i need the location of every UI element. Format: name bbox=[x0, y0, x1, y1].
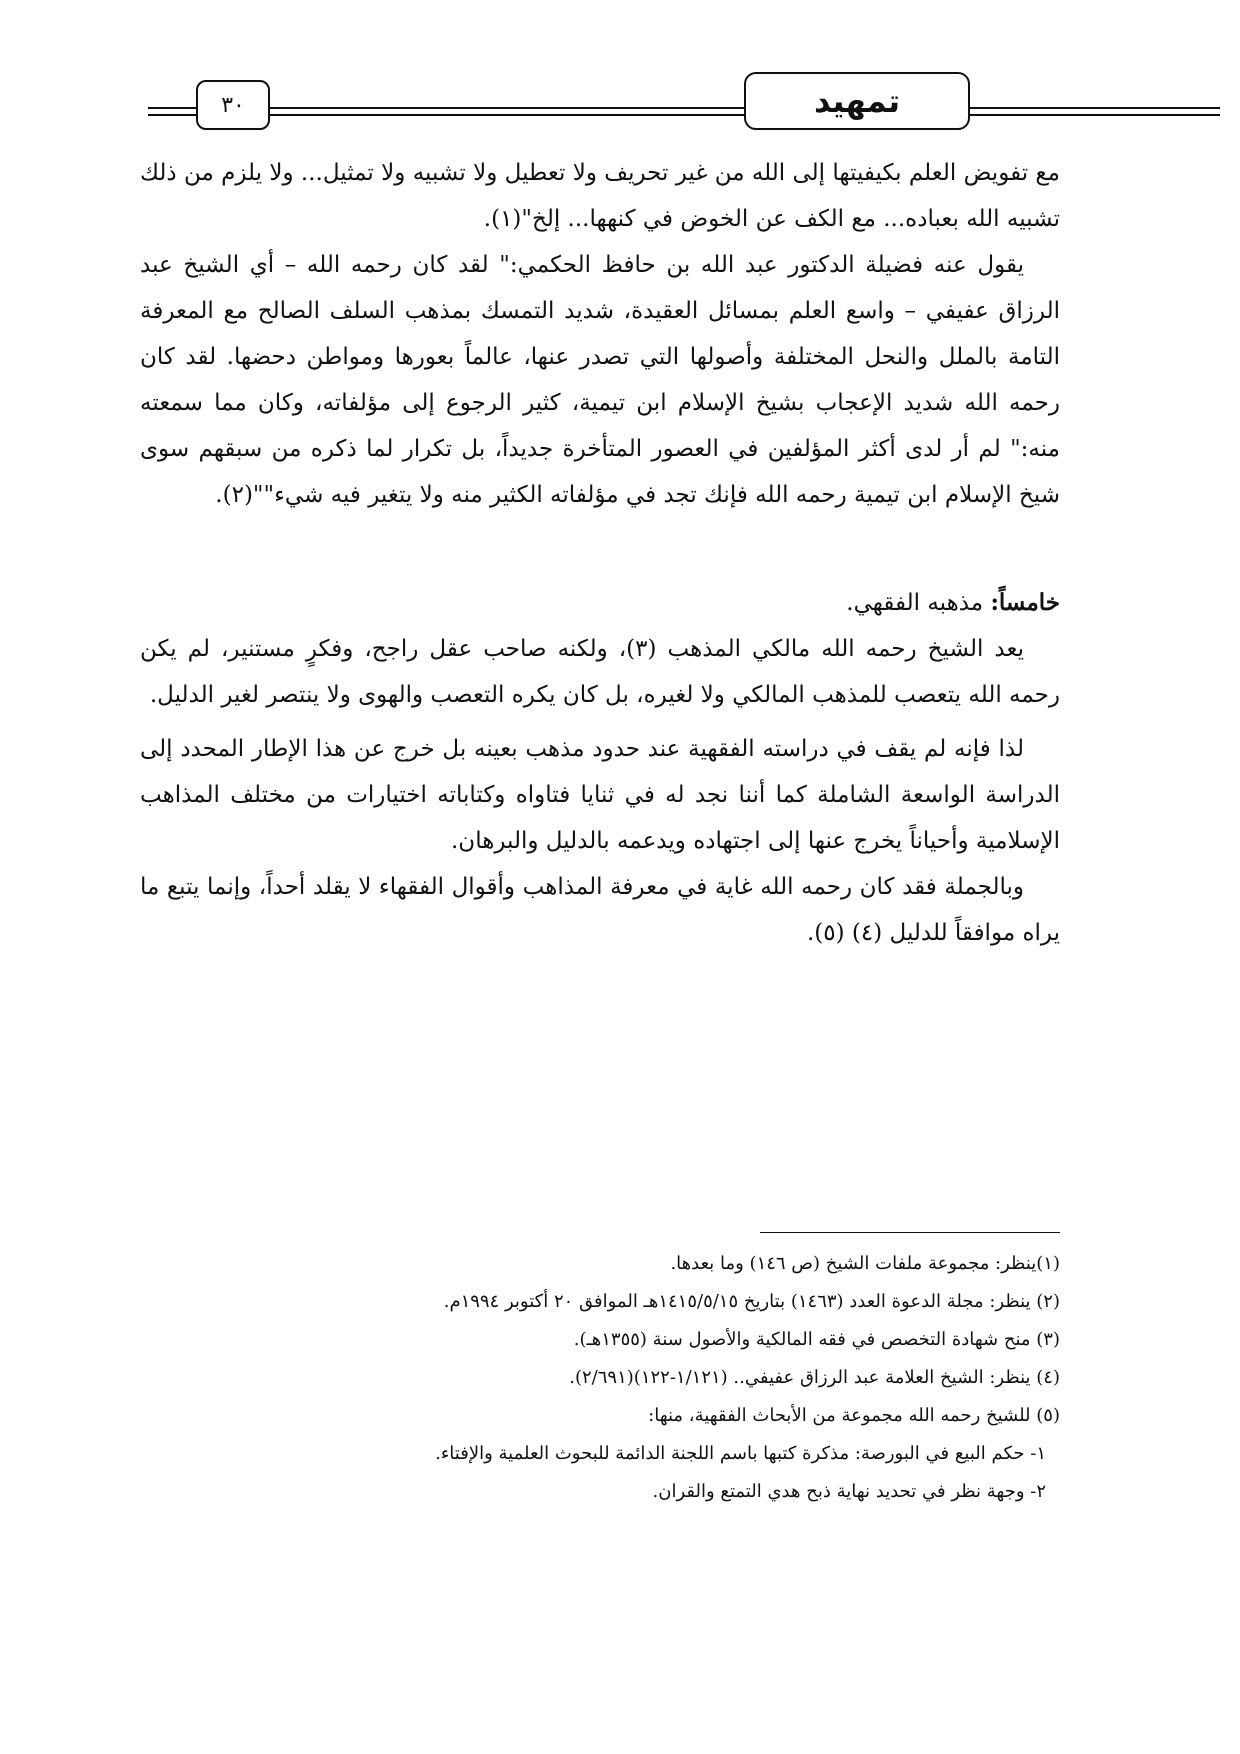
paragraph-fiqh-study: لذا فإنه لم يقف في دراسته الفقهية عند حدود مذهب بعينه بل خرج عن هذا الإطار المحدد إلى الدراسة الواسعة الشاملة كما أننا نجد له في ثنايا فتاواه وكتاباته اختيارات من مختلف المذاهب الإسلامية وأحياناً يخرج عنها إلى اجتهاده ويدعمه بالدليل والبرهان. bbox=[140, 736, 1060, 854]
paragraph-quote: يقول عنه فضيلة الدكتور عبد الله بن حافظ الحكمي:" لقد كان رحمه الله – أي الشيخ عبد الرزاق عفيفي – واسع العلم بمسائل العقيدة، شديد التمسك بمذهب السلف الصالح مع المعرفة التامة بالملل والنحل المختلفة وأصولها التي تصدر عنها، عالماً بعورها ومواطن دحضها. لقد كان رحمه الله شديد الإعجاب بشيخ الإسلام ابن تيمية، كثير الرجوع إلى مؤلفاته، وكان مما سمعته منه:" لم أر لدى أكثر المؤلفين في العصور المتأخرة جديداً، بل تكرار لما ذكره من سبقهم سوى شيخ الإسلام ابن تيمية رحمه الله فإنك تجد في مؤلفاته الكثير منه ولا يتغير فيه شيء""(٢). bbox=[140, 252, 1060, 508]
main-text bbox=[140, 150, 1060, 956]
footnote-5-subitem-1: ١- حكم البيع في البورصة: مذكرة كتبها باسم اللجنة الدائمة للبحوث العلمية والإفتاء. bbox=[435, 1443, 1046, 1464]
footnote-5-subitem-2: ٢- وجهة نظر في تحديد نهاية ذبح هدي التمتع والقران. bbox=[652, 1481, 1046, 1502]
footnotes bbox=[140, 1245, 1060, 1511]
section-title: مذهبه الفقهي. bbox=[846, 590, 984, 616]
chapter-title: تمهيد bbox=[744, 72, 970, 130]
header-rule-right bbox=[970, 107, 1220, 116]
paragraph-summary: وبالجملة فقد كان رحمه الله غاية في معرفة المذاهب وأقوال الفقهاء لا يقلد أحداً، وإنما يتبع ما يراه موافقاً للدليل (٤) (٥). bbox=[140, 874, 1060, 946]
section-heading bbox=[140, 580, 1060, 626]
footnote-2: (٢) ينظر: مجلة الدعوة العدد (١٤٦٣) بتاريخ ١٤١٥/٥/١٥هـ الموافق ٢٠ أكتوبر ١٩٩٤م. bbox=[443, 1291, 1060, 1312]
section-label: خامساً: bbox=[990, 589, 1060, 616]
footnote-5: (٥) للشيخ رحمه الله مجموعة من الأبحاث الفقهية، منها: bbox=[648, 1405, 1060, 1426]
paragraph-gap bbox=[140, 718, 1060, 726]
footnote-3: (٣) منح شهادة التخصص في فقه المالكية والأصول سنة (١٣٥٥هـ). bbox=[573, 1329, 1060, 1350]
paragraph-madhhab: يعد الشيخ رحمه الله مالكي المذهب (٣)، ولكنه صاحب عقل راجح، وفكرٍ مستنير، لم يكن رحمه الله يتعصب للمذهب المالكي ولا لغيره، بل كان يكره التعصب والهوى ولا ينتصر لغير الدليل. bbox=[140, 636, 1060, 708]
footnote-separator bbox=[760, 1232, 1060, 1233]
footnote-1: (١)ينظر: مجموعة ملفات الشيخ (ص ١٤٦) وما بعدها. bbox=[670, 1253, 1060, 1274]
paragraph-continuation: مع تفويض العلم بكيفيتها إلى الله من غير تحريف ولا تعطيل ولا تشبيه ولا تمثيل... ولا يلزم من ذلك تشبيه الله بعباده... مع الكف عن الخوض في كنهها... إلخ"(١). bbox=[140, 160, 1060, 232]
section-gap bbox=[140, 518, 1060, 580]
footnote-4: (٤) ينظر: الشيخ العلامة عبد الرزاق عفيفي.. (١/١٢١-١٢٢)(٢/٦٩١). bbox=[569, 1367, 1060, 1388]
header-rule-left bbox=[148, 107, 196, 116]
page-number: ٣٠ bbox=[196, 80, 270, 130]
page-header bbox=[148, 70, 1220, 140]
